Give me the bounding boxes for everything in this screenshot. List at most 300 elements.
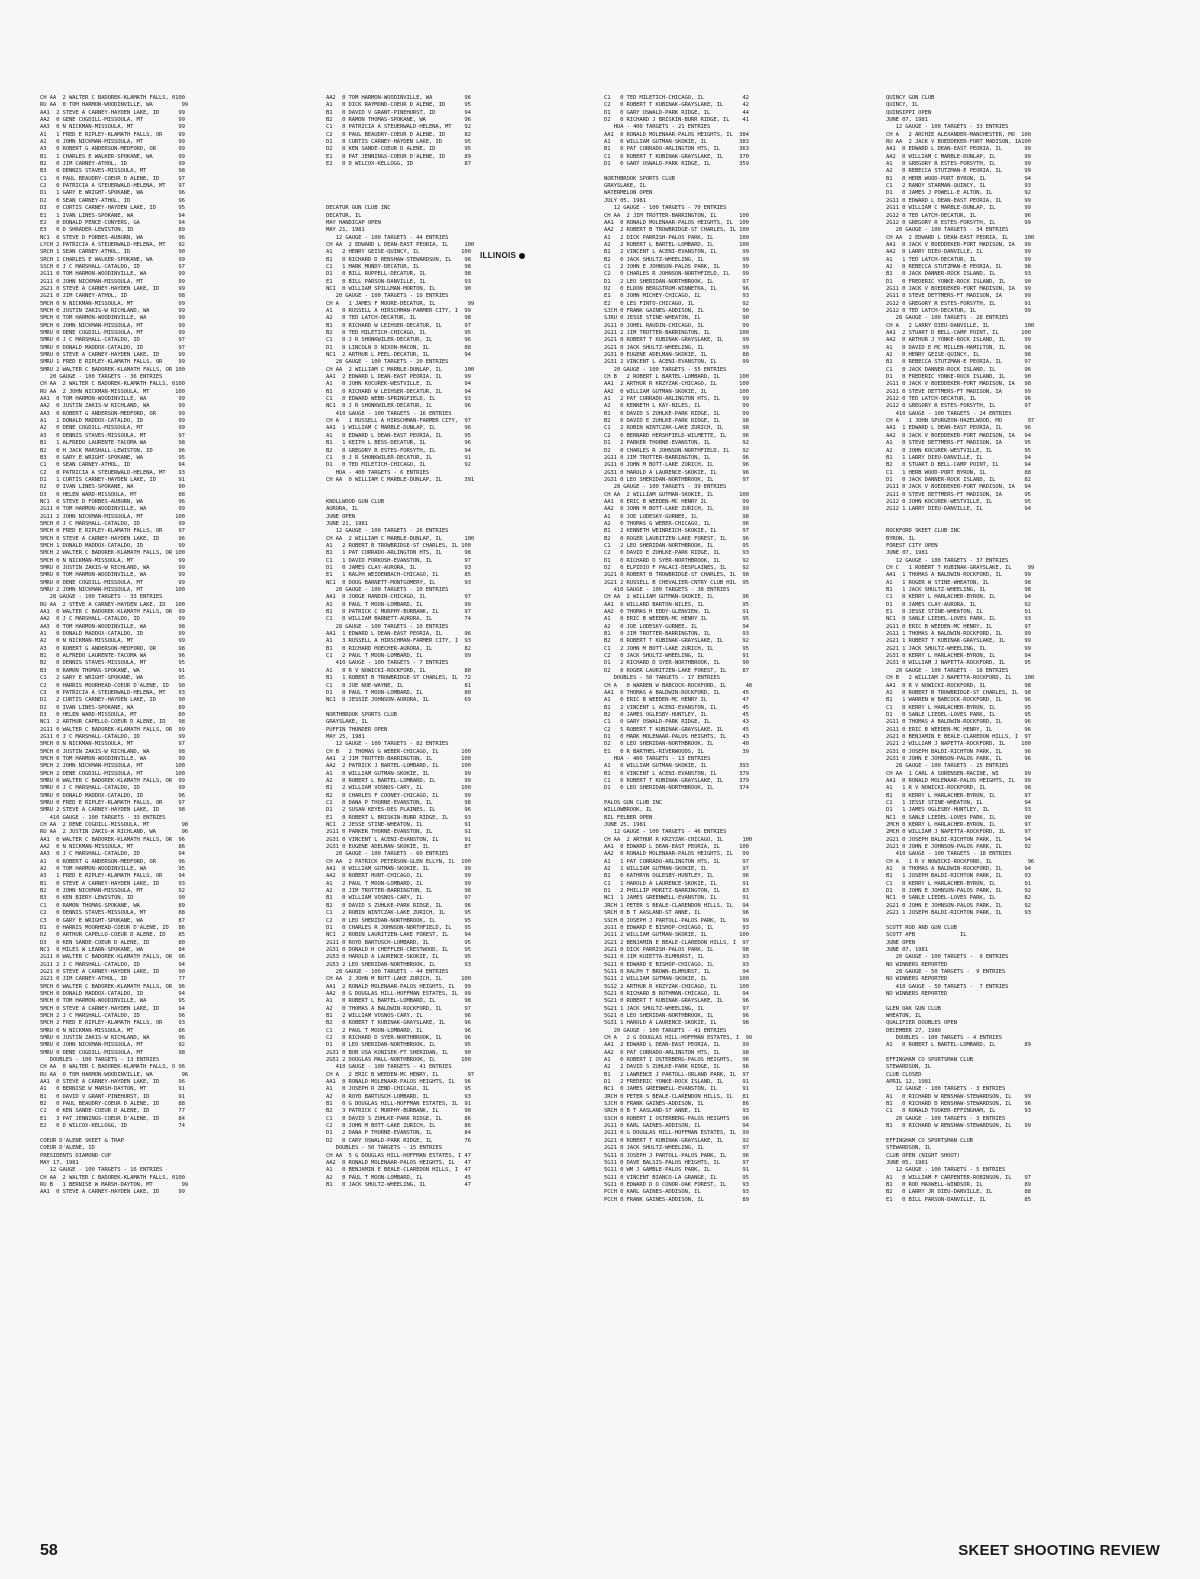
result-line: C3 0 PATRICIA A STEUERWALD-HELENA, MT 93 (40, 689, 185, 696)
result-line: PCCH 0 FRANK GAINES-ADDISON, IL 89 (604, 1196, 749, 1203)
result-line: D3 0 HELEN WARD-MISSOULA, MT 88 (40, 491, 185, 498)
result-line: B3 0 DENNIS STAVES-MISSOULA, MT 98 (40, 168, 185, 175)
result-line: 12 GAUGE - 100 TARGETS - 26 ENTRIES (326, 528, 449, 535)
result-line: 5G11 0 JIM KUIETTA-ELMHURST, IL 93 (604, 954, 749, 961)
result-line: MAY 17, 1981 (40, 1159, 79, 1166)
result-line: AA1 0 WALTER C BADOREK-KLAMATH FALLS, OR 99 (40, 609, 185, 616)
result-line: B1 1 CHARLES E WALKER-SPOKANE, WA 99 (40, 153, 185, 160)
result-line: A3 0 DENNIS STAVES-MISSOULA, MT 97 (40, 432, 185, 439)
result-line: B1 0 HERB WOOD-PORT BYRON, IL 94 (886, 175, 1031, 182)
result-line: DOUBLES - 100 TARGETS - 13 ENTRIES (40, 1057, 160, 1064)
result-line: NC1 0 STEVE D FORBES-AUBURN, WA 96 (40, 498, 185, 505)
result-line: AA2 0 GENE COGDILL-MISSOULA, MT 99 (40, 117, 185, 124)
result-line: COEUR D'ALENE, ID (40, 1145, 95, 1152)
result-line: STEWARDSON, IL (886, 1064, 932, 1071)
result-line: A3 0 ROBERT G ANDERSON-MEDFORD, OR 99 (40, 146, 185, 153)
result-line: CH A 1 RUSSELL A HIRSCHMAN-FARMER CITY, 97 (326, 418, 471, 425)
result-line: B2 0 JOHN NICKMAN-MISSOULA, MT 92 (40, 888, 185, 895)
result-line: 2G21 0 STEVE A CARNEY-HAYDEN LAKE, ID 99 (40, 285, 185, 292)
result-line: NC1 0 STEVE D FORBES-AUBURN, WA 96 (40, 234, 185, 241)
result-line: 2G11 0 JACK V BOEDDEKER-FORT MADISON, IA 99 (886, 285, 1031, 292)
result-line: 2G21 0 DICK PARRISH-PALOS PARK, IL 98 (604, 946, 749, 953)
result-line: JUNE 05, 1981 (886, 1159, 928, 1166)
result-line: DECATUR GUN CLUB INC (326, 205, 391, 212)
result-line: SJCH 0 FRANK GAINES-ADDISON, IL 86 (604, 1101, 749, 1108)
result-line: DOUBLES - 50 TARGETS - 17 ENTRIES (604, 675, 720, 682)
result-line: 12 GAUGE - 100 TARGETS - 3 ENTRIES (886, 1086, 1006, 1093)
result-line: PRESIDENTS DIAMOND CUP (40, 1152, 111, 1159)
result-line: JUNE OPEN (886, 939, 915, 946)
result-line: A1 0 ROBERT L BARTEL-LOMBARD, IL 89 (886, 1042, 1031, 1049)
result-line: CH AA 2 WALTER C BADOREK-KLAMATH FALLS, 0100 (40, 95, 185, 101)
result-line: CH A 1 JOHN SPURGEON-HAZELWOOD, MO 97 (886, 418, 1035, 425)
result-line: NC1 0 MILES W LEARN-SPOKANE, WA 84 (40, 946, 185, 953)
result-line: C2 0 CHARLES R JOHNSON-NORTHFIELD, IL 99 (604, 271, 749, 278)
result-line: 5MCH 2 J C MARSHALL-CATALDO, ID 96 (40, 1012, 185, 1019)
result-line: ROCKFORD SKEET CLUB INC (886, 528, 961, 535)
result-line: 2G11 2 J C MARSHALL-CATALDO, ID 94 (40, 961, 185, 968)
result-line: B1 0 RICHARD W LEIHSER-DECATUR, IL 97 (326, 322, 471, 329)
result-line: 2MCH 0 WILLIAM J NAPETTA-ROCKFORD, IL 97 (886, 829, 1031, 836)
result-line: 2G12 0 GREGORY R ESTES-FORSYTH, IL 99 (886, 219, 1031, 226)
result-line: D1 2 FREDERIC YONKE-ROCK ISLAND, IL 91 (604, 1079, 749, 1086)
result-line: 28 GAUGE - 100 TARGETS - 44 ENTRIES (326, 968, 449, 975)
result-line: NC1 2 JESSE STINE-WHEATON, IL 91 (326, 822, 471, 829)
result-line: B1 2 KENNETH WEINREICH-SKOKIE, IL 97 (604, 528, 749, 535)
result-line: 20 GAUGE - 100 TARGETS - 10 ENTRIES (326, 587, 449, 594)
result-line: AA2 0 RONALD MOLENAAR-PALOS HEIGHTS, IL 47 (326, 1159, 471, 1166)
result-line: 2G21 0 ROBERT T KUBINAK-GRAYSLAKE, IL 92 (604, 1137, 749, 1144)
result-line: 2G11 0 STEVE DETTMERS-FT MADISON, IA 95 (886, 491, 1031, 498)
result-line: QUINCY GUN CLUB (886, 95, 935, 101)
result-line: C1 1 MARK MUNDY-DECATUR, IL 98 (326, 263, 471, 270)
result-line: 2G11 2 JOHN NICKMAN-MISSOULA, MT 100 (40, 513, 185, 520)
result-line: A2 0 REBECCA STUTZMAN-E PEORIA, IL 99 (886, 168, 1031, 175)
result-line: C2 0 DENNIS STAVES-MISSOULA, MT 88 (40, 910, 185, 917)
result-line: 2G11 0 STEVE DETTMERS-FT MADISON, IA 99 (886, 388, 1031, 395)
result-line: MAY HANDICAP OPEN (326, 219, 381, 226)
result-line: AURORA, IL (326, 506, 359, 513)
state-label: ILLINOIS (480, 251, 517, 260)
line-spacer (326, 484, 602, 491)
result-line: A1 2 DICK PARRISH-PALOS PARK, IL 100 (604, 234, 749, 241)
result-line: B1 0 RICHARD D RENSHAW-STEWARDSON, IL 98 (326, 256, 471, 263)
result-line: AA2 0 JUSTIN ZAKIS-W RICHLAND, WA 99 (40, 403, 185, 410)
result-line: 2G21 0 JACK SHULTZ-WHEELING, IL 99 (604, 344, 749, 351)
result-line: AA1 0 R V NOWICKI-ROCKFORD, IL 98 (886, 682, 1031, 689)
result-line: RU AA 2 JUSTIN ZAKIS-W RICHLAND, WA 96 (40, 829, 189, 836)
result-line: C2 0 DAVID E ZUHLKE-PARK RIDGE, IL 93 (604, 550, 749, 557)
result-line: C1 2 PAUL T MOON-LOMBARD, IL 96 (326, 1027, 471, 1034)
result-line: LYCH 2 PATRICIA A STEUERWALD-HELENA, MT 92 (40, 241, 185, 248)
result-line: A1 3 RUSSELL A HIRSCHMAN-FARMER CITY, I 93 (326, 638, 471, 645)
result-line: D2 0 KEN SANDE-COEUR D ALENE, ID 95 (326, 146, 471, 153)
result-line: APRIL 12, 1981 (886, 1079, 932, 1086)
result-line: C1 2 JOHN E JOHNSON-PALOS PARK, IL 99 (604, 263, 749, 270)
result-line: C2 0 JACK SHULTZ-WHEELING, IL 91 (604, 653, 749, 660)
result-line: D3 0 CURTIS CARNEY-HAYDEN LAKE, ID 95 (40, 205, 185, 212)
result-line: 12 GAUGE - 100 TARGETS - 70 ENTRIES (604, 205, 727, 212)
result-line: 2G12 0 TED LATCH-DECATUR, IL 99 (886, 307, 1031, 314)
result-line: 410 GAUGE - 100 TARGETS - 38 ENTRIES (604, 587, 730, 594)
result-line: 2G11 0 WILLIAM C MARBLE-DUNLAP, IL 99 (886, 205, 1031, 212)
result-line: 12 GAUGE - 100 TARGETS - 82 ENTRIES (326, 741, 449, 748)
result-line: 5G11 0 RALPH T BROWN-ELMHURST, IL 94 (604, 968, 749, 975)
result-line: RU AA 2 JOHN NICKMAN-MISSOULA, MT 100 (40, 388, 185, 395)
result-line: B2 0 ROBERT T KUBINAK-GRAYSLAKE, IL 92 (604, 638, 749, 645)
result-line: 5MRU 0 J C MARSHALL-CATALDO, ID 99 (40, 785, 185, 792)
result-line: A1 0 GREGORY R ESTES-FORSYTH, IL 99 (886, 161, 1031, 168)
result-line: AA3 0 J C MARSHALL-CATALDO, ID 94 (40, 851, 185, 858)
result-line: E1 0 BILL PARSON-DANVILLE, IL 93 (326, 278, 471, 285)
result-line: A1 0 JOSEPH R ZEND-CHICAGO, IL 95 (326, 1086, 471, 1093)
result-line: AA1 2 RONALD MOLENAAR-PALOS HEIGHTS, IL 99 (326, 983, 471, 990)
result-line: C1 2 LEO SHERIDAN-NORTHBROOK, IL 95 (604, 542, 749, 549)
result-line: A1 2 PAUL T MOON-LOMBARD, IL 99 (326, 880, 471, 887)
result-line: BIL FELBER OPEN (604, 814, 653, 821)
result-line: B1 0 PATRICK C MURPHY-BURBANK, IL 97 (326, 609, 471, 616)
result-line: PUFFIN THUNDER OPEN (326, 726, 388, 733)
result-line: 5G12 2 ARTHUR R KRZYZAK-CHICAGO, IL 100 (604, 983, 749, 990)
result-line: A1 0 JOHN KOCUREK-WESTVILLE, IL 94 (326, 381, 471, 388)
result-line: 2G11 0 JACK V BOEDDEKER-FORT MADISON, IA 98 (886, 381, 1031, 388)
result-line: RU AA 2 STEVE A CARNEY-HAYDEN LAKE, ID 100 (40, 601, 185, 608)
result-line: C1 0 DANA P THORNE-EVANSTON, IL 98 (326, 800, 471, 806)
result-line: B2 0 RAMON THOMAS-SPOKANE, WA 96 (326, 117, 471, 124)
result-line: B1 0 JACK SHULTZ-WHEELING, IL 47 (326, 1181, 471, 1188)
result-line: D2 0 ARTHUR CAPELLO-COEUR D ALENE, ID 85 (40, 932, 185, 939)
result-line: 5MCH 0 TOM HARMON-WOODINVILLE, WA 99 (40, 755, 185, 762)
result-line: FOREST CITY OPEN (886, 542, 938, 549)
result-line: A1 0 EDWARD L DEAN-EAST PEORIA, IL 95 (326, 432, 471, 439)
bullet-dot-icon (519, 253, 525, 259)
result-line: 28 GAUGE - 100 TARGETS - 39 ENTRIES (604, 484, 727, 491)
result-line: SRCH 0 B T AASLAND-ST ANNE, IL 93 (604, 1108, 749, 1115)
result-line: 28 GAUGE - 100 TARGETS - 20 ENTRIES (326, 359, 449, 366)
result-line: 5MCH 0 N NICKMAN-MISSOULA, MT 99 (40, 300, 185, 307)
result-line: AA2 0 G DOUGLAS HILL-HOFFMAN ESTATES, IL 99 (326, 990, 471, 997)
result-line: A2 0 JIM TROTTER-BARRINGTON, IL 98 (326, 888, 471, 895)
result-line: AA1 0 TOM HARMON-WOODINVILLE, WA 99 (40, 396, 185, 403)
result-line: CH AA 2 WILLIAM C MARBLE-DUNLAP, IL 100 (326, 535, 475, 542)
result-line: E2 0 DONALD PENCE-CONYERS, GA 94 (40, 219, 185, 226)
result-line: AA1 2 STUART D BELL-CAMP POINT, IL 100 (886, 330, 1031, 336)
result-line: CH A 1 JAMES F MOORE-DECATUR, IL 99 (326, 300, 475, 307)
result-line: A1 0 BENJAMIN E BEALE-CLAREDON HILLS, I 47 (326, 1167, 471, 1174)
result-line: DOUBLES - 100 TARGETS - 4 ENTRIES (886, 1035, 1002, 1041)
result-line: D1 1 CURTIS CARNEY-HAYDEN LAKE, ID 91 (40, 476, 185, 483)
result-line: C1 0 PATRICIA A STEUERWALD-HELENA, MT 92 (326, 124, 471, 131)
result-line: B1 0 RICHARD W RENSHAW-STEWARDSON, IL 99 (886, 1123, 1031, 1130)
result-line: B1 0 STEVE A CARNEY-HAYDEN LAKE, ID 93 (40, 880, 185, 887)
result-line: RU AA 2 JACK V BOEDDEKER-FORT MADISON, IA100 (886, 139, 1031, 146)
result-line: C1 0 RONALD TOOKER-EFFINGHAM, IL 93 (886, 1108, 1031, 1115)
result-line: AA3 0 ROBERT G ANDERSON-MEDFORD, OR 99 (40, 410, 185, 417)
result-line: B1 0 JACK DANNER-ROCK ISLAND, IL 93 (886, 271, 1031, 278)
result-line: 20 GAUGE - 100 TARGETS - 9 ENTRIES (886, 954, 1009, 961)
result-line: A1 0 WILLIAM GUTMAN-SKOKIE, IL 383 (604, 139, 749, 146)
result-line: SCOTT AFB IL (886, 932, 967, 939)
result-line: A2 0 ROYD BARTUSCH-LOMBARD, IL 93 (326, 1093, 471, 1100)
result-line: 2G11 0 TOM HARMON-WOODINVILLE, WA 99 (40, 271, 185, 278)
result-line: NC1 2 ROBIN LAURITZEN-LAKE FOREST, IL 94 (326, 932, 471, 939)
result-line: B1 0 DAVID V GRANT-PINEHURST, ID 91 (40, 1093, 185, 1100)
result-line: D1 0 TED MILETICH-CHICAGO, IL 92 (326, 462, 471, 469)
result-line: AA1 1 WILLIAM C MARBLE-DUNLAP, IL 96 (326, 425, 471, 432)
line-spacer (886, 918, 1162, 925)
result-line: 12 GAUGE - 100 TARGETS - 44 ENTRIES (326, 234, 449, 241)
result-line: C1 0 TED MILETICH-CHICAGO, IL 42 (604, 95, 749, 101)
result-line: NC1 2 ARTHUR L PEEL-DECATUR, IL 94 (326, 352, 471, 359)
result-line: 2G11 0 EDWARD E BISHOP-CHICAGO, IL 93 (604, 924, 749, 931)
result-line: D2 0 ROGER LAURITZEN-LAKE FOREST, IL 87 (604, 667, 749, 674)
result-line: B2 0 DENNIS STAVES-MISSOULA, MT 95 (40, 660, 185, 667)
result-line: A1 1 PAT CORRADO-ARLINGTON HTS, IL 97 (604, 858, 749, 865)
result-line: D1 2 RICHARD D SYER-NORTHBROOK, IL 90 (604, 660, 749, 667)
result-line: 2G11 1 THOMAS A BALDWIN-ROCKFORD, IL 99 (886, 631, 1031, 638)
result-line: QUINCY, IL (886, 102, 919, 109)
result-line: C1 0 KERRY L HARLACHER-BYRON, IL 95 (886, 704, 1031, 711)
result-line: 2G11 0 J C MARSHALL-CATALDO, ID 99 (40, 733, 185, 740)
result-line: 5MCH 0 JUSTIN ZAKIS-W RICHLAND, WA 98 (40, 748, 185, 755)
result-line: 5MCH 0 JOHN NICKMAN-MISSOULA, MT 99 (40, 322, 185, 329)
result-line: D2 0 SEAN CARNEY-ATHOL, ID 96 (40, 197, 185, 204)
result-line: 2G21 0 JACK SHULTZ-WHEELING, IL 97 (604, 1145, 749, 1152)
result-line: 2G11 0 JIM TROTTER-BARRINGTON, IL 96 (604, 454, 749, 461)
result-line: C1 0 KERRY L HARLACHER-BYRON, IL 91 (886, 880, 1031, 887)
result-line: EFFINGHAM CO SPORTSMAN CLUB (886, 1057, 973, 1064)
result-line: JRCH 0 PETER S BEALE-CLARENDON HILLS, IL 81 (604, 1093, 749, 1100)
result-line: B3 0 RAMON THOMAS-SPOKANE, WA 91 (40, 667, 185, 674)
result-line: 5G31 1 HAROLD A LAURENCE-SKOKIE, IL 98 (604, 1020, 749, 1027)
result-line: A2 0 JOHN NICKMAN-MISSOULA, MT 99 (40, 139, 185, 146)
result-line: WHEATON, IL (886, 1012, 922, 1019)
result-line: D1 0 JACK DANNER-ROCK ISLAND, IL 82 (886, 476, 1031, 483)
result-line: C1 0 KEN SANDE-COEUR D ALENE, ID 77 (40, 1108, 185, 1115)
result-line: C1 1 JESSE STINE-WHEATON, IL 94 (886, 800, 1031, 806)
result-line: C1 0 J R SHONKWILER-DECATUR, IL 91 (326, 454, 471, 461)
result-line: CH AA 2 WALTER C BADOREK-KLAMATH FALLS, 0100 (40, 381, 185, 388)
result-line: B1 1 JOSEPH BALDI-RICHTON PARK, IL 93 (886, 873, 1031, 880)
result-line: CH A 2 ARCHIE ALEXANDER-MANCHESTER, MO 100 (886, 131, 1031, 138)
result-line: A1 0 ERIC B WEEDEN-MC HENRY IL 47 (604, 697, 749, 704)
result-line: AA2 0 WILLIAM C MARBLE-DUNLAP, IL 99 (886, 153, 1031, 160)
result-line: A2 0 DENE COGDILL-MISSOULA, MT 99 (40, 425, 185, 432)
result-line: C2 0 PATRICIA A STEUERWALD-HELENA, MT 97 (40, 183, 185, 190)
result-line: DECATUR, IL (326, 212, 362, 219)
result-line: 2G31 0 BOB USA KONISEK-FT SHERIDAN, IL 90 (326, 1049, 471, 1056)
result-line: B1 2 VINCENT L ACENI-EVANSTON, IL 99 (604, 249, 749, 256)
result-line: D1 0 PAUL T MOON-LOMBARD, IL 80 (326, 689, 471, 696)
result-line: 5G11 0 EDWARD E BISHOP-CHICAGO, IL 93 (604, 961, 749, 968)
result-line: QUINSIPPI OPEN (886, 109, 932, 116)
result-line: SSCH 0 J C MARSHALL-CATALDO, ID 97 (40, 263, 185, 270)
result-line: 2G31 0 JOHN E JOHNSON-PALOS PARK, IL 96 (886, 755, 1031, 762)
result-line: D1 2 DANA P THORNE-EVANSTON, IL 84 (326, 1130, 471, 1137)
result-line: AA1 0 RONALD MOLENAAR-PALOS HEIGHTS, IL 100 (604, 219, 749, 226)
result-line: 2G12 1 LARRY DIEU-DANVILLE, IL 94 (886, 506, 1031, 513)
result-line: AA2 2 PATRICK J BARTEL-LOMBARD, IL 100 (326, 763, 471, 770)
result-line: C2 0 RICHARD D SYER-NORTHBROOK, IL 96 (326, 1035, 471, 1041)
result-line: D2 0 CHARLES R JOHNSON-NORTHFIELD, IL 92 (604, 447, 749, 454)
result-line: B1 2 LAWRENCE J PARTOLL-ORLAND PARK, IL 97 (604, 1071, 749, 1078)
result-line: B2 0 LARRY JR DIEU-DANVILLE, IL 88 (886, 1189, 1031, 1196)
result-line: 2G21 0 STEVE A CARNEY-HAYDEN LAKE, ID 90 (40, 968, 185, 975)
result-line: D1 2 PHILLIP MORITZ-BARRINGTON, IL 83 (604, 888, 749, 895)
result-line: 410 GAUGE - 100 TARGETS - 33 ENTRIES (40, 814, 166, 821)
result-line: C1 0 RAMON THOMAS-SPOKANE, WA 89 (40, 902, 185, 909)
result-line: D1 1 GARY E WRIGHT-SPOKANE, WA 96 (40, 190, 185, 197)
result-line: C1 0 ROBERT T KUBINAK-GRAYSLAKE, IL 379 (604, 777, 749, 784)
result-line: D1 0 JOHN E JOHNSON-PALOS PARK, IL 92 (886, 888, 1031, 895)
result-line: 20 GAUGE - 100 TARGETS - 34 ENTRIES (886, 227, 1009, 234)
result-line: B2 0 JIM CARNEY-ATHOL, ID 99 (40, 161, 185, 168)
result-line: B1 0 DAVID S ZUHLKE-PARK RIDGE, IL 99 (604, 410, 749, 417)
result-line: A1 0 R V NOWICKI-ROCKFORD, IL 80 (326, 667, 471, 674)
result-line: 2G31 0 JOSEPH BALDI-RICHTON PARK, IL 96 (886, 748, 1031, 755)
result-line: 5MRU 0 STEVE A CARNEY-HAYDEN LAKE, ID 99 (40, 352, 185, 359)
result-line: B1 0 RICHARD D RENSHAW-STEWARDSON, IL 96 (886, 1101, 1031, 1108)
result-line: C1 0 GARY OSWALD-PARK RIDGE, IL 43 (604, 719, 749, 726)
line-spacer (886, 998, 1162, 1005)
result-line: 2G11 0 ROYD BARTUSCH-LOMBARD, IL 95 (326, 939, 471, 946)
result-line: JUNE 07, 1981 (886, 550, 928, 557)
result-line: 5MRU 0 J C MARSHALL-CATALDO, ID 97 (40, 337, 185, 344)
result-line: B2 0 PAUL BEAUDRY-COEUR D ALENE, ID 88 (40, 1101, 185, 1108)
result-line: 2G21 0 JOSEPH BALDI-RICHTON PARK, IL 94 (886, 836, 1031, 843)
result-line: HOA - 400 TARGETS - 13 ENTRIES (604, 755, 711, 762)
result-line: AA1 2 ARTHUR R KRZYZAK-CHICAGO, IL 100 (604, 381, 749, 388)
result-line: E1 0 R BARTHEL-RIVERWOODS, IL 39 (604, 748, 749, 755)
result-line: D1 0 JAMES J POWELL-E ALTON, IL 92 (886, 190, 1031, 197)
result-line: A1 0 DONALD MADDOX-CATALDO, ID 99 (40, 631, 185, 638)
result-line: B1 2 VINCENT L ACENI-EVANSTON, IL 45 (604, 704, 749, 711)
page-number: 58 (40, 1542, 58, 1559)
result-line: 2G11 0 ERIC B WEEDEN-MC HENRY, IL 96 (886, 726, 1031, 733)
result-line: 5MCH 2 FRED E RIPLEY-KLAMATH FALLS, OR 93 (40, 1020, 185, 1027)
result-line: A1 0 ROBERT B TROWBRIDGE-ST CHARLES, IL 98 (886, 689, 1031, 696)
result-line: AA1 0 EDWARD L DEAN-EAST PEORIA, IL 99 (886, 146, 1031, 153)
result-line: 20 GAUGE - 100 TARGETS - 18 ENTRIES (886, 667, 1009, 674)
result-line: 12 GAUGE - 100 TARGETS - 33 ENTRIES (886, 124, 1009, 131)
result-line: D3 0 KEN SANDE-COEUR D ALENE, ID 80 (40, 939, 185, 946)
result-line: 2G53 0 HAROLD A LAURENCE-SKOKIE, IL 95 (326, 954, 471, 961)
result-line: A2 0 JOHN KOCUREK-WESTVILLE, IL 95 (886, 447, 1031, 454)
line-spacer (326, 492, 602, 499)
result-line: SCOTT ROD AND GUN CLUB (886, 924, 957, 931)
result-line: AA1 0 STEVE A CARNEY-HAYDEN LAKE, ID 99 (40, 1189, 185, 1196)
result-line: C1 0 SEAN CARNEY-ATHOL, ID 94 (40, 462, 185, 469)
result-line: 28 GAUGE - 50 TARGETS - 9 ENTRIES (886, 968, 1006, 975)
result-line: 2G31 2 VINCENT L ACENI-EVANSTON, IL 99 (604, 359, 749, 366)
result-line: CH AA 2 JOHN M BOTT-LAKE ZURICH, IL 100 (326, 976, 471, 983)
result-line: A1 0 RICHARD W RENSHAW-STEWARDSON, IL 99 (886, 1093, 1031, 1100)
result-line: AA1 2 EDWARD L DEAN-EAST PEORIA, IL 99 (326, 374, 471, 381)
result-line: 2G11 0 G DOUGLAS HILL-HOFFMAN ESTATES, IL 99 (604, 1130, 749, 1137)
result-line: A1 0 RUSSELL A HIRSCHMAN-FARMER CITY, I 99 (326, 307, 471, 314)
line-spacer (326, 176, 602, 183)
result-line: A2 0 TOM HARMON-WOODINVILLE, WA 95 (40, 866, 185, 873)
result-line: SSCH 0 JOSEPH J PARTOLL-PALOS PARK, IL 99 (604, 917, 749, 924)
result-line: JUNE 07, 1981 (886, 117, 928, 124)
result-line: D2 0 ELPIDIO F PALACI-DESPLAINES, IL 92 (604, 565, 749, 571)
result-line: 410 GAUGE - 100 TARGETS - 18 ENTRIES (886, 851, 1012, 858)
result-line: D2 0 CARY OSWALD-PARK RIDGE, IL 76 (326, 1137, 471, 1144)
result-line: NORTHBROOK SPORTS CLUB (326, 711, 397, 718)
result-line: AA1 2 EDWARD L DEAN-EAST PEORIA, IL 99 (604, 1042, 749, 1049)
result-line: JUNE 21, 1981 (326, 520, 368, 527)
result-line: B1 0 ALFREDO LAURENTE-TACOMA WA 96 (40, 653, 185, 660)
result-line: A2 0 THOMAS A BALDWIN-ROCKFORD, IL 97 (326, 1005, 471, 1012)
result-line: C1 1 HAROLD A LAURENCE-SKOKIE, IL 91 (604, 880, 749, 887)
result-line: CH AA 0 WILLIAM C MARBLE-DUNLAP, IL 391 (326, 476, 475, 483)
result-line: 12 GAUGE - 100 TARGETS - 5 ENTRIES (886, 1167, 1006, 1174)
result-line: B2 0 GREGORY R ESTES-FORSYTH, IL 94 (326, 447, 471, 454)
result-line: MAY 25, 1981 (326, 733, 365, 740)
result-line: 20 GAUGE - 100 TARGETS - 55 ENTRIES (604, 366, 727, 373)
result-line: CLUB CLOSED (886, 1071, 922, 1078)
results-column-4 (886, 95, 1162, 1204)
result-line: AA2 0 J C MARSHALL-CATALDO, ID 99 (40, 616, 185, 623)
result-line: WILLOWBROOK, IL (604, 807, 653, 814)
result-line: B1 2 WILLIAM VOSNOS-CARY, IL 100 (326, 785, 471, 792)
result-line: B1 1 KEITH L BESS-DECATUR, IL 96 (326, 440, 471, 447)
result-line: MAY 21, 1981 (326, 227, 365, 234)
result-line: A1 0 JOE LODESKY-GURNEE, IL 98 (604, 513, 749, 520)
result-line: B1 0 KERRY L HARLACHER-BYRON, IL 97 (886, 792, 1031, 799)
result-line: A1 0 WILLIAM GUTMAN-SKOKIE, IL 99 (326, 770, 471, 777)
result-line: 2G21 0 ROBERT T KUBINAK-GRAYSLAKE, IL 99 (604, 337, 749, 344)
result-line: C1 2 ROBIN WINTCZAK-LAKE ZURICH, IL 95 (326, 910, 471, 917)
result-line: AA2 0 N NICKMAN-MISSOULA, MT 86 (40, 844, 185, 851)
result-line: D1 2 PARKER THORNE-EVANSTON, IL 92 (604, 440, 749, 447)
result-line: D1 0 RICHARD D SYER-NORTHBROOK, IL 92 (604, 557, 749, 564)
result-line: DECEMBER 27, 1980 (886, 1027, 941, 1034)
result-line: B2 0 DAVID E ZUHLKE-PARK RIDGE, IL 98 (604, 418, 749, 425)
result-line: A2 0 ROBERT L BARTEL-LOMBARD, IL 99 (326, 777, 471, 784)
result-line: SRCH 1 SEAN CARNEY-ATHOL, ID 90 (40, 249, 185, 256)
result-line: A3 0 ROBERT G ANDERSON-MEDFORD, OR 98 (40, 645, 185, 652)
result-line: 2G11 0 TOM HARMON-WOODINVILLE, WA 99 (40, 506, 185, 513)
result-line: C1 0 JACK DANNER-ROCK ISLAND, IL 96 (886, 366, 1031, 373)
result-line: B1 1 WARREN W BABCOCK-ROCKFORD, IL 96 (886, 697, 1031, 704)
result-line: AA2 0 JOHN M BOTT-LAKE ZURICH, IL 99 (604, 506, 749, 513)
result-line: 2G11 0 WALTER C BADOREK-KLAMATH FALLS, OR 99 (40, 726, 185, 733)
result-line: 5MRU 0 FRED E RIPLEY-KLAMATH FALLS, OR 97 (40, 800, 185, 806)
result-line: C2 5 ROBERT T KUBINAK-GRAYSLAKE, IL 45 (604, 726, 749, 733)
result-line: 2G11 2 JIM TROTTER-BARRINGTON, IL 100 (604, 330, 749, 336)
result-line: B3 0 GARY E WRIGHT-SPOKANE, WA 95 (40, 454, 185, 461)
result-line: D1 0 MARK MOLENAAR-PALOS HEIGHTS, IL 43 (604, 733, 749, 740)
result-line: 2G11 0 PARKER THORNE-EVANSTON, IL 91 (326, 829, 471, 836)
result-line: B1 1 ROBERT B TROWBRIDGE-ST CHARLES, IL 72 (326, 675, 471, 682)
result-line: B1 0 KATHRYN OGLESBY-HUNTLEY, IL 96 (604, 873, 749, 880)
result-line: 5MRU 0 DENE COGDILL-MISSOULA, MT 99 (40, 579, 185, 586)
result-line: D2 0 IVAN LINES-SPOKANE, WA 90 (40, 484, 185, 491)
result-line: 20 GAUGE - 100 TARGETS - 3 ENTRIES (886, 1115, 1006, 1122)
result-line: E2 0 D WILCOX-KELLOGG, ID 74 (40, 1123, 185, 1130)
result-line: B1 0 VINCENT L ACENI-EVANSTON, IL 379 (604, 770, 749, 777)
line-spacer (326, 190, 602, 197)
result-line: B2 0 JACK SHULTZ-WHEELING, IL 99 (604, 256, 749, 263)
result-line: NO WINNERS REPORTED (886, 976, 948, 983)
result-line: 5MCH 0 STEVE A CARNEY-HAYDEN LAKE, ID 96 (40, 535, 185, 542)
result-line: D1 2 CURTIS CARNEY-HAYDEN LAKE, ID 90 (40, 697, 185, 704)
result-line: 410 GAUGE - 100 TARGETS - 16 ENTRIES (326, 410, 452, 417)
result-line: B2 3 PATRICK C MURPHY-BURBANK, IL 90 (326, 1108, 471, 1115)
result-line: A2 0 REBECCA STUTZMAN-E PEORIA, IL 98 (886, 263, 1031, 270)
result-line: 5G11 2 WILLIAM GUTMAN-SKOKIE, IL 100 (604, 976, 749, 983)
